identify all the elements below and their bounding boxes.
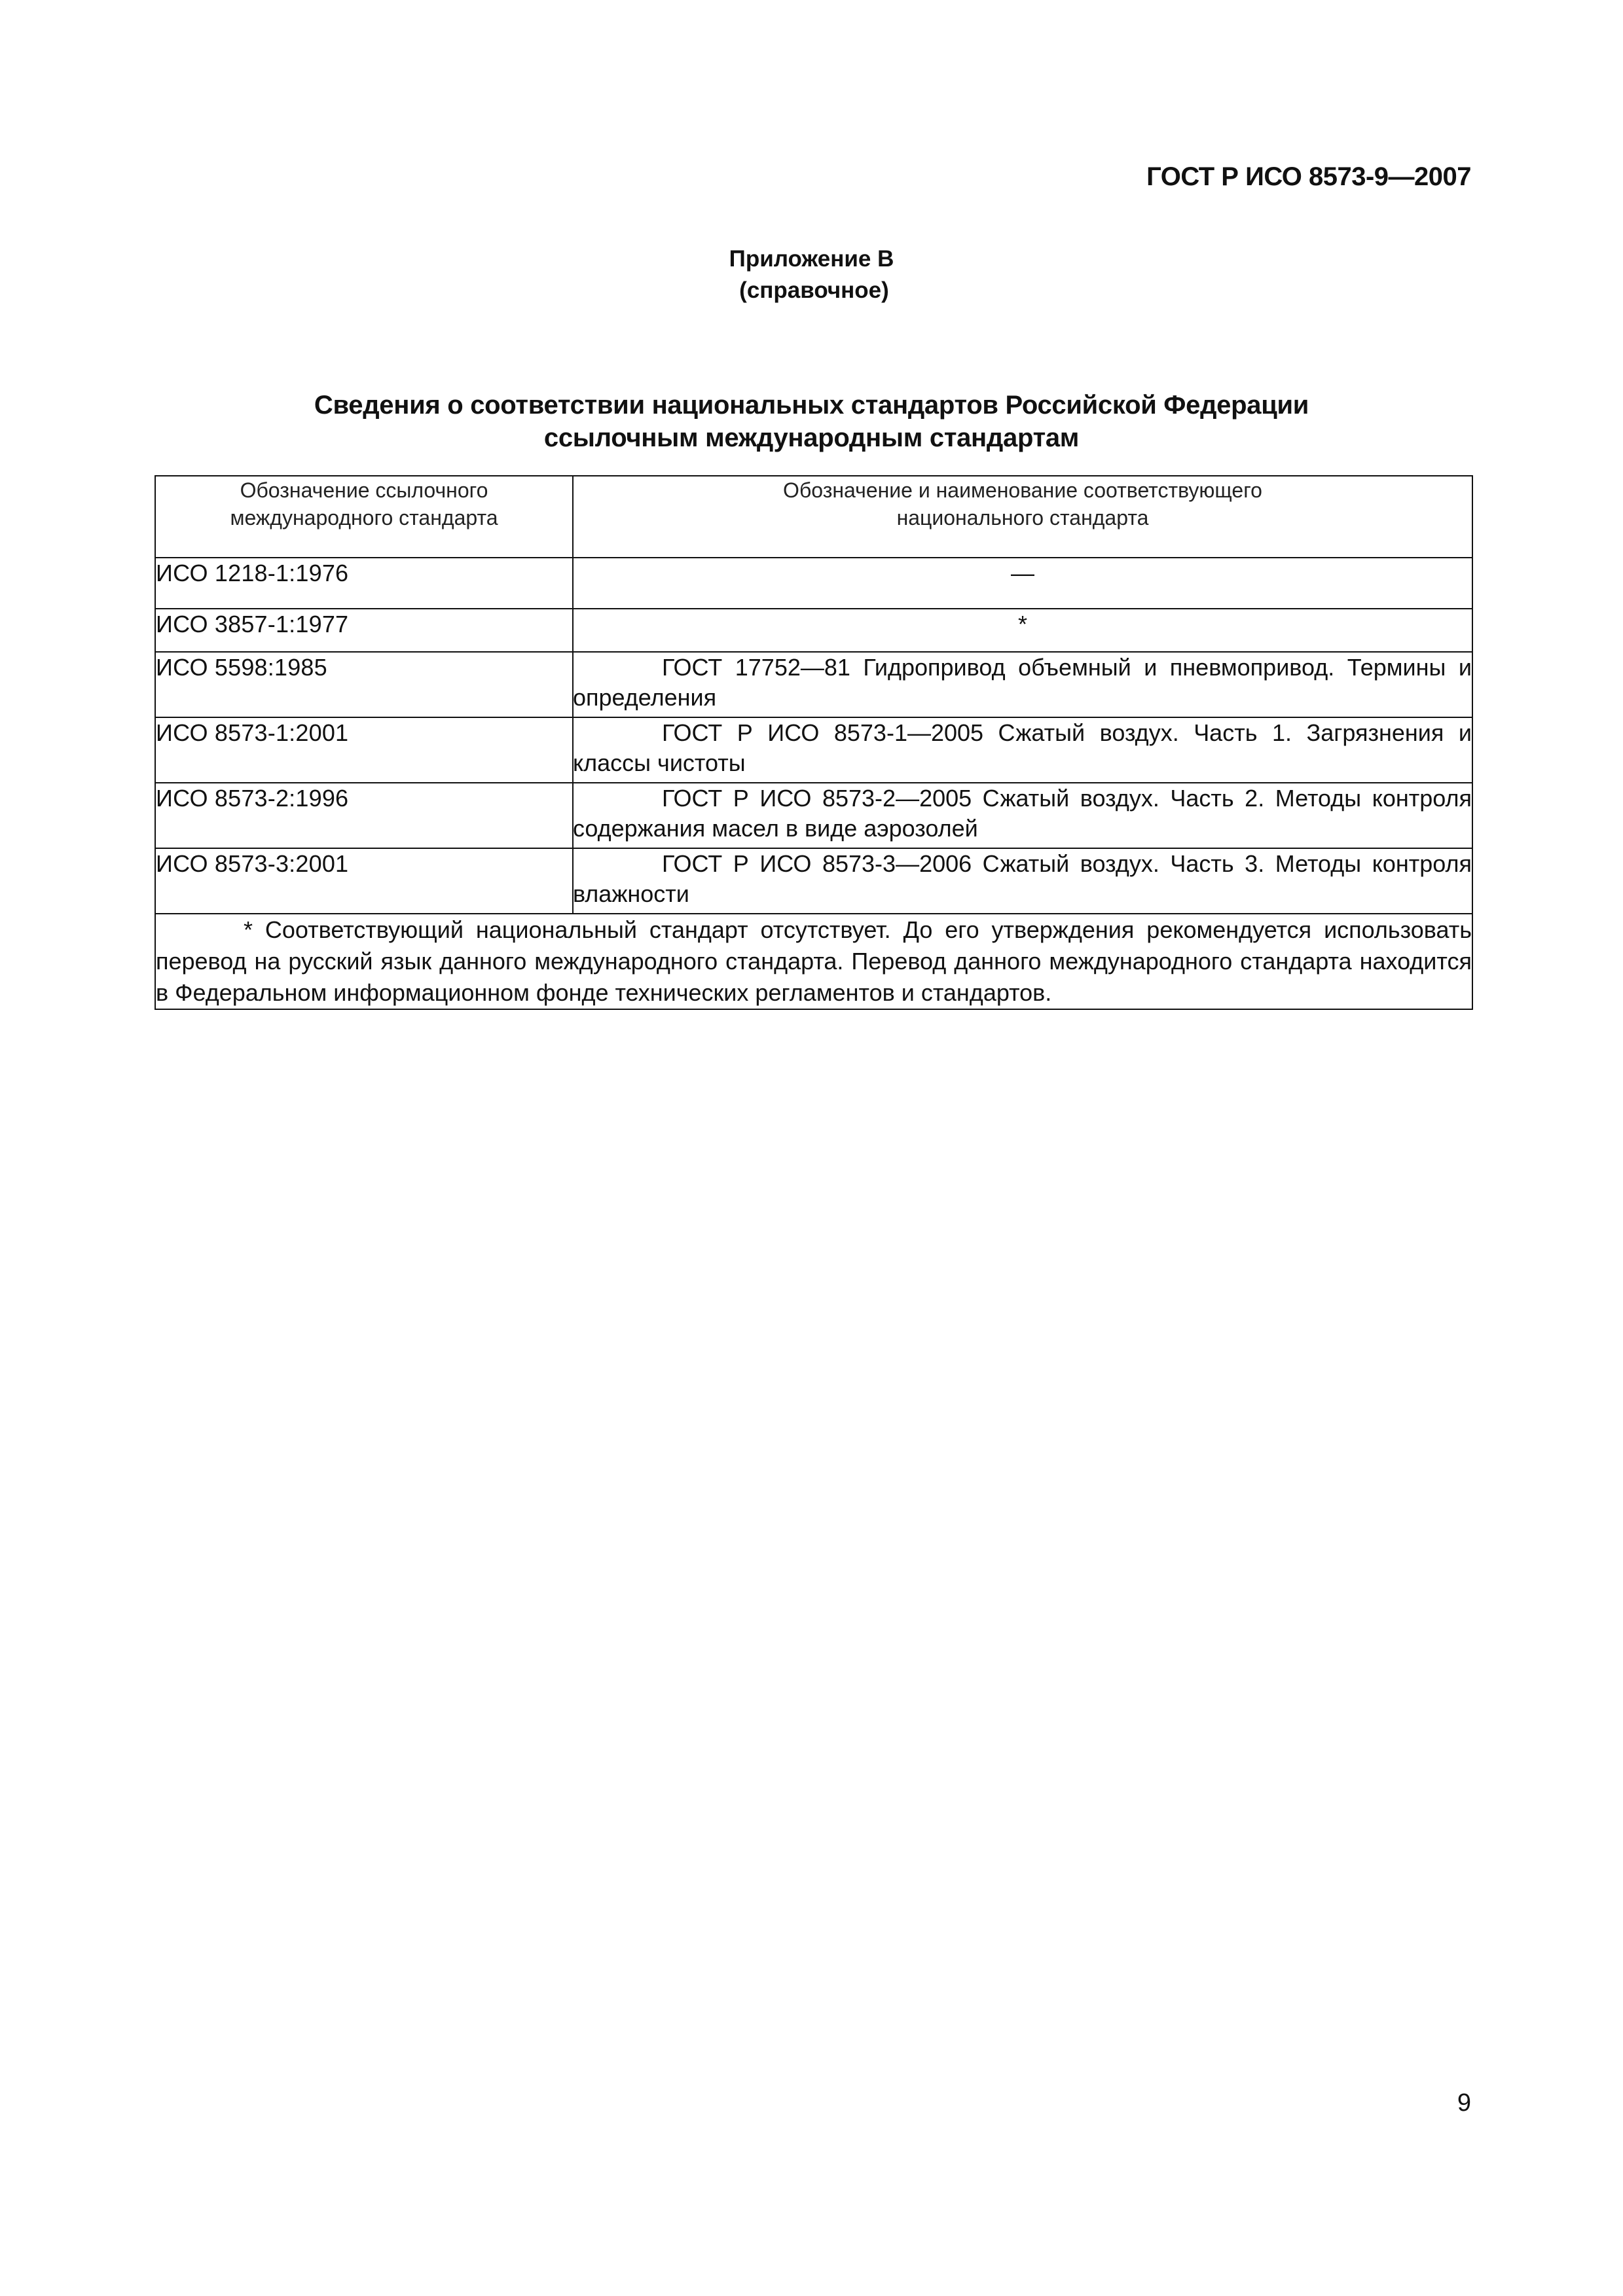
section-title [0, 389, 1623, 454]
iso-cell: ИСО 8573-3:2001 [155, 848, 573, 914]
standards-correspondence-table [155, 475, 1473, 1010]
table-footnote-row [155, 914, 1472, 1009]
national-text: ГОСТ Р ИСО 8573-2—2005 Сжатый воздух. Часть 2. Методы контроля содержания масел в виде аэрозолей [573, 785, 1472, 842]
iso-cell: ИСО 3857-1:1977 [155, 609, 573, 652]
header-national-line-2: национального стандарта [896, 506, 1149, 529]
section-title-line-1: Сведения о соответствии национальных стандартов Российской Федерации [314, 391, 1309, 420]
table-row [155, 783, 1472, 848]
iso-cell: ИСО 1218-1:1976 [155, 558, 573, 609]
table-row [155, 652, 1472, 717]
national-text: ГОСТ 17752—81 Гидропривод объемный и пневмопривод. Термины и определения [573, 654, 1472, 711]
page-number: 9 [1457, 2089, 1471, 2117]
annex-type: (справочное) [739, 278, 889, 303]
iso-cell: ИСО 8573-2:1996 [155, 783, 573, 848]
header-national-designation [573, 476, 1472, 558]
document-code: ГОСТ Р ИСО 8573-9—2007 [1146, 162, 1471, 191]
table-row [155, 848, 1472, 914]
national-cell [573, 717, 1472, 783]
national-cell [573, 848, 1472, 914]
table-row [155, 609, 1472, 652]
iso-cell: ИСО 5598:1985 [155, 652, 573, 717]
footnote-text: * Соответствующий национальный стандарт отсутствует. До его утверждения рекомендуется использовать перевод на русский язык данного международного стандарта. Перевод данного международного стандарта находится в Федеральном информационном фонде технических регламентов и стандартов. [156, 916, 1472, 1006]
national-cell [573, 783, 1472, 848]
header-iso-designation [155, 476, 573, 558]
national-text: ГОСТ Р ИСО 8573-1—2005 Сжатый воздух. Часть 1. Загрязнения и классы чистоты [573, 719, 1472, 776]
header-national-line-1: Обозначение и наименование соответствующего [783, 478, 1262, 502]
header-iso-line-1: Обозначение ссылочного [240, 478, 488, 502]
national-cell: — [573, 558, 1472, 609]
header-iso-line-2: международного стандарта [230, 506, 498, 529]
annex-heading [0, 243, 1623, 306]
annex-label: Приложение В [729, 246, 894, 272]
footnote-cell [155, 914, 1472, 1009]
national-cell [573, 652, 1472, 717]
iso-cell: ИСО 8573-1:2001 [155, 717, 573, 783]
table-header-row [155, 476, 1472, 558]
table-row [155, 717, 1472, 783]
national-text: ГОСТ Р ИСО 8573-3—2006 Сжатый воздух. Часть 3. Методы контроля влажности [573, 850, 1472, 907]
section-title-line-2: ссылочным международным стандартам [543, 423, 1080, 452]
table-row [155, 558, 1472, 609]
national-cell: * [573, 609, 1472, 652]
